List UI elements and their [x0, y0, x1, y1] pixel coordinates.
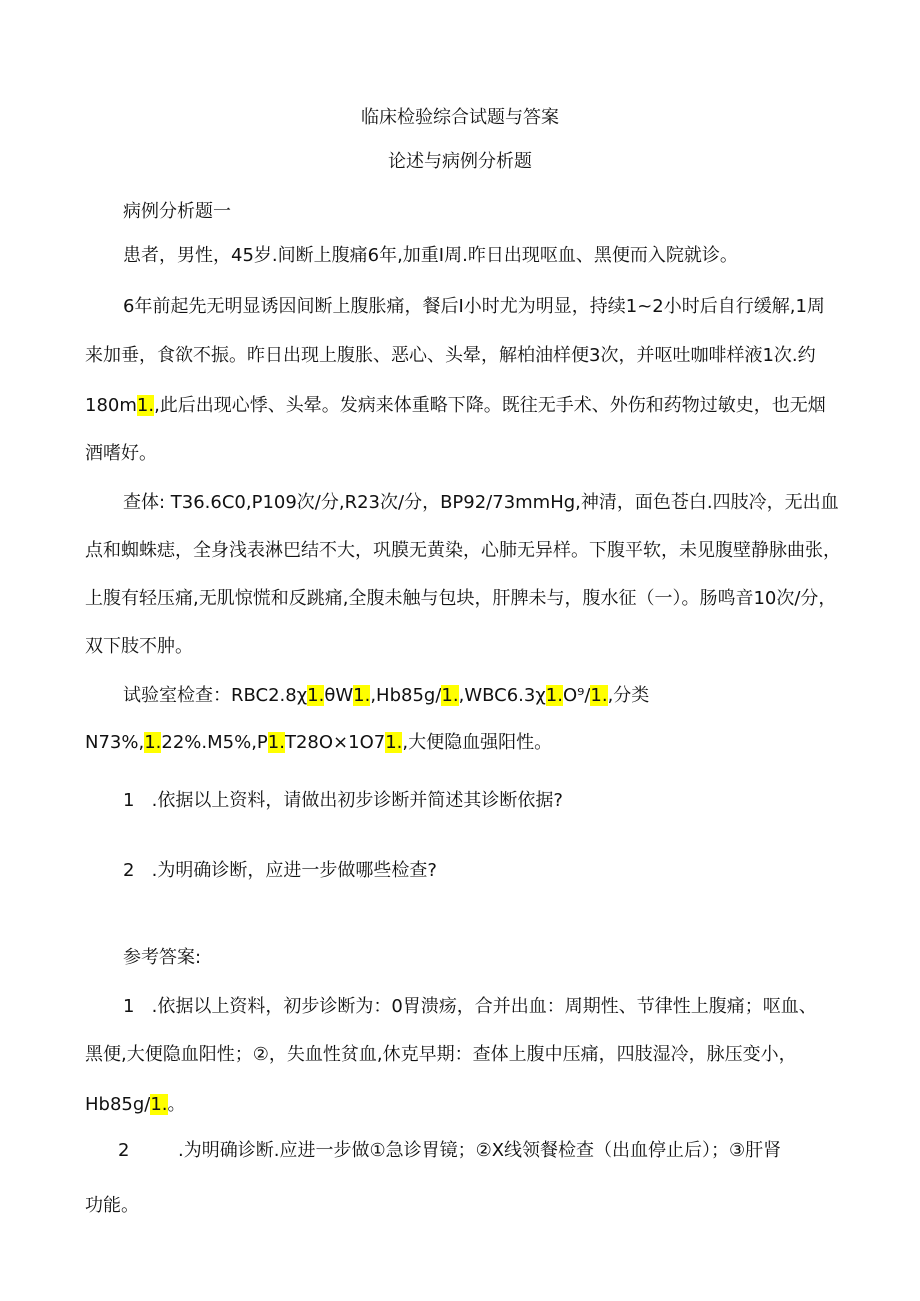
text-segment: N73%, — [85, 732, 145, 753]
section-heading: 病例分析题一 — [123, 201, 231, 222]
patient-summary: 患者，男性，45岁.间断上腹痛6年,加重I周.昨日出现呕血、黑便而入院就诊。 — [123, 245, 738, 266]
highlight-mark: 1. — [136, 395, 155, 416]
question-1: 1 .依据以上资料，请做出初步诊断并简述其诊断依据? — [123, 790, 563, 811]
answer-1-line-3 — [85, 1092, 186, 1118]
text-segment: ,大便隐血强阳性。 — [402, 732, 553, 753]
history-line-1: 6年前起先无明显诱因间断上腹胀痛，餐后I小时尤为明显，持续1~2小时后自行缓解,1周 — [123, 296, 825, 317]
text-segment: ,分类 — [607, 685, 650, 706]
highlight-mark: 1. — [441, 685, 459, 706]
lab-line-2 — [85, 730, 552, 756]
highlight-mark: 1. — [590, 685, 608, 706]
text-segment: 试验室检查：RBC2.8χ — [123, 685, 308, 706]
text-segment: Hb85g/ — [85, 1094, 151, 1115]
exam-line-3: 上腹有轻压痛,无肌惊慌和反跳痛,全腹未触与包块，肝脾未与，腹水征（一）。肠鸣音10次/分， — [85, 588, 837, 609]
text-segment: T28O×1O7 — [284, 732, 386, 753]
answer-1-line-1: 1 .依据以上资料，初步诊断为：0胃溃疡，合并出血：周期性、节律性上腹痛；呕血、 — [123, 996, 817, 1017]
highlight-mark: 1. — [545, 685, 563, 706]
highlight-mark: 1. — [307, 685, 325, 706]
history-line-3 — [85, 393, 826, 419]
text-segment: ,此后出现心悸、头晕。发病来体重略下降。既往无手术、外伤和药物过敏史，也无烟 — [154, 395, 826, 416]
answer-2-number: 2 — [118, 1140, 130, 1161]
exam-line-4: 双下肢不肿。 — [85, 636, 193, 657]
highlight-mark: 1. — [267, 732, 285, 753]
exam-line-1: 查体: T36.6C0,P109次/分,R23次/分，BP92/73mmHg,神清，面色苍白.四肢冷，无出血 — [123, 492, 839, 513]
highlight-mark: 1. — [353, 685, 371, 706]
history-line-2: 来加垂，食欲不振。昨日出现上腹胀、恶心、头晕，解柏油样便3次，并呕吐咖啡样液1次.约 — [85, 345, 816, 366]
page-title: 临床检验综合试题与答案 — [361, 107, 559, 128]
highlight-mark: 1. — [150, 1094, 168, 1115]
answer-heading: 参考答案: — [123, 947, 202, 968]
text-segment: ,Hb85g/ — [370, 685, 442, 706]
text-segment: O⁹/ — [562, 685, 591, 706]
text-segment: θW — [324, 685, 354, 706]
text-segment: 。 — [167, 1094, 186, 1115]
text-segment: 180m — [85, 395, 137, 416]
lab-line-1 — [123, 683, 649, 709]
highlight-mark: 1. — [144, 732, 162, 753]
history-line-4: 酒嗜好。 — [85, 443, 157, 464]
page-subtitle: 论述与病例分析题 — [388, 151, 532, 172]
answer-2-line-2: 功能。 — [85, 1195, 139, 1216]
exam-line-2: 点和蜘蛛痣，全身浅表淋巴结不大，巩膜无黄染，心肺无异样。下腹平软，未见腹壁静脉曲张， — [85, 540, 841, 561]
question-2: 2 .为明确诊断，应进一步做哪些检查? — [123, 860, 437, 881]
answer-1-line-2: 黑便,大便隐血阳性；②，失血性贫血,休克早期：查体上腹中压痛，四肢湿冷，脉压变小， — [85, 1044, 797, 1065]
answer-2-line-1: .为明确诊断.应进一步做①急诊胃镜；②X线领餐检查（出血停止后）；③肝肾 — [178, 1140, 782, 1161]
text-segment: 22%.M5%,P — [161, 732, 268, 753]
text-segment: ,WBC6.3χ — [458, 685, 546, 706]
highlight-mark: 1. — [385, 732, 403, 753]
